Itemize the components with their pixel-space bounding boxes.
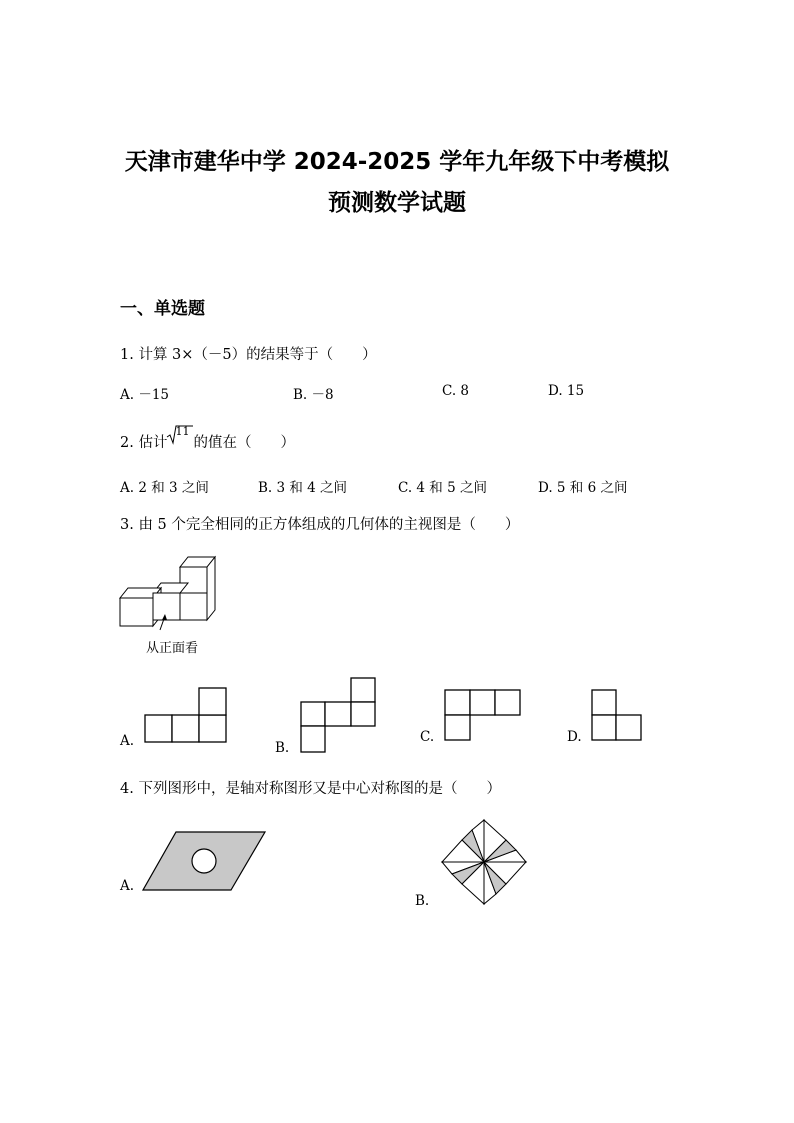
- q3-option-c-letter: C.: [420, 729, 435, 745]
- q2-option-d: D. 5 和 6 之间: [538, 480, 628, 496]
- q3-option-b-figure: [301, 678, 377, 754]
- circular-hole: [192, 849, 216, 873]
- q2-stem: [120, 425, 295, 452]
- q4-option-a-letter: A.: [120, 878, 135, 894]
- q3-option-d-letter: D.: [567, 729, 582, 745]
- exam-title-line2: 预测数学试题: [328, 190, 466, 216]
- q1-option-d: D. 15: [548, 383, 585, 399]
- sqrt-radicand: 11: [175, 425, 190, 438]
- q4-option-a-figure: [142, 831, 268, 893]
- pinwheel-shape: [442, 820, 526, 904]
- q1-option-a: A. －15: [120, 387, 170, 403]
- q1-stem: 1. 计算 3×（－5）的结果等于（ ）: [120, 347, 377, 363]
- section-heading: 一、单选题: [120, 299, 205, 319]
- q1-option-b: B. －8: [293, 387, 334, 403]
- q3-option-a-figure: [145, 688, 229, 744]
- q4-stem: 4. 下列图形中，是轴对称图形又是中心对称图的是（ ）: [120, 781, 501, 797]
- q3-stem: 3. 由 5 个完全相同的正方体组成的几何体的主视图是（ ）: [120, 517, 520, 533]
- front-view-caption: 从正面看: [146, 641, 199, 656]
- q3-option-a-letter: A.: [120, 733, 135, 749]
- cube-solid-figure: [118, 554, 218, 634]
- q2-option-a: A. 2 和 3 之间: [120, 480, 209, 496]
- q2-option-c: C. 4 和 5 之间: [398, 480, 487, 496]
- q2-stem-post: 的值在（ ）: [193, 435, 295, 451]
- q1-option-c: C. 8: [442, 383, 470, 399]
- q4-option-b-figure: [440, 817, 530, 909]
- q3-option-b-letter: B.: [275, 740, 290, 756]
- q2-stem-pre: 2. 估计: [120, 435, 168, 451]
- q3-option-d-figure: [592, 690, 644, 742]
- q4-option-b-letter: B.: [415, 893, 430, 909]
- sqrt-expression: [167, 425, 193, 449]
- q3-option-c-figure: [445, 690, 523, 744]
- exam-title-line1: 天津市建华中学 2024-2025 学年九年级下中考模拟: [124, 149, 670, 175]
- q2-option-b: B. 3 和 4 之间: [258, 480, 348, 496]
